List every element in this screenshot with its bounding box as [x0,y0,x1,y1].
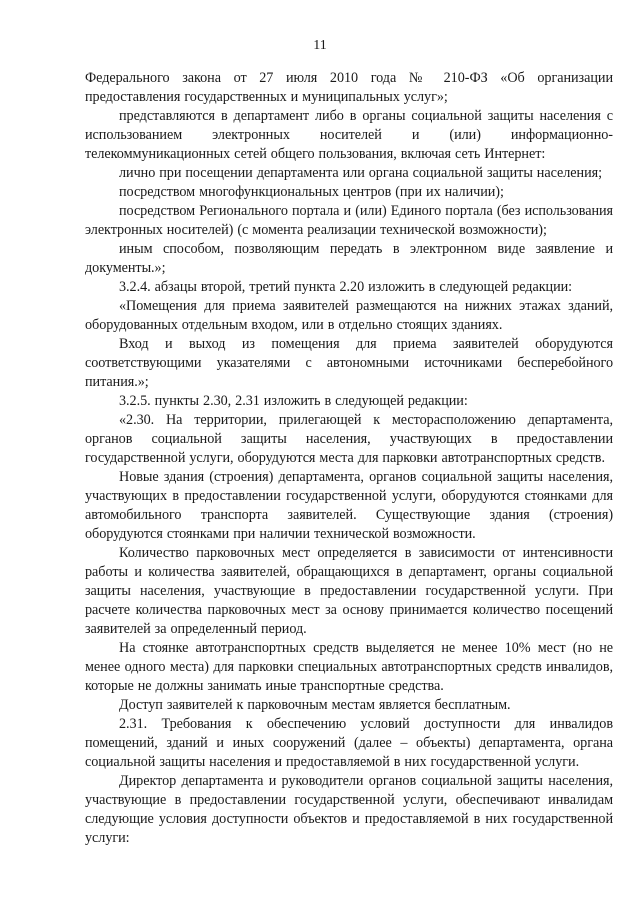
paragraph: Федерального закона от 27 июля 2010 года № 210-ФЗ «Об организации предоставления государственных и муниципальных услуг»; [85,70,613,105]
document-body [85,69,613,848]
paragraph: лично при посещении департамента или органа социальной защиты населения; [119,165,602,181]
paragraph: На стоянке автотранспортных средств выделяется не менее 10% мест (но не менее одного места) для парковки специальных автотранспортных средств инвалидов, которые не должны занимать иные транспортные средства. [85,640,613,694]
paragraph: Вход и выход из помещения для приема заявителей оборудуются соответствующими указателями с автономными источниками бесперебойного питания.»; [85,336,613,390]
paragraph: «2.30. На территории, прилегающей к месторасположению департамента, органов социальной защиты населения, участвующих в предоставлении государственной услуги, оборудуются места для парковки автотранспортных средств. [85,412,613,466]
paragraph: 2.31. Требования к обеспечению условий доступности для инвалидов помещений, зданий и иных сооружений (далее – объекты) департамента, органа социальной защиты населения и предоставляемой в них государственной услуги. [85,716,613,770]
paragraph: Новые здания (строения) департамента, органов социальной защиты населения, участвующих в предоставлении государственной услуги, оборудуются стоянками для автомобильного транспорта заявителей. Существующие здания (строения) оборудуются стоянками при наличии технической возможности. [85,469,613,542]
paragraph: посредством многофункциональных центров (при их наличии); [119,184,504,200]
paragraph: Директор департамента и руководители органов социальной защиты населения, участвующие в предоставлении государственной услуги, обеспечивают инвалидам следующие условия доступности объектов и предоставляемой в них государственной услуги: [85,773,613,846]
page-number: 11 [313,38,327,53]
paragraph: иным способом, позволяющим передать в электронном виде заявление и документы.»; [85,241,613,276]
paragraph: представляются в департамент либо в органы социальной защиты населения с использованием электронных носителей и (или) информационно-телекоммуникационных сетей общего пользования, включая сеть Интернет: [85,108,613,162]
paragraph: посредством Регионального портала и (или) Единого портала (без использования электронных носителей) (с момента реализации технической возможности); [85,203,613,238]
paragraph: 3.2.5. пункты 2.30, 2.31 изложить в следующей редакции: [119,393,468,409]
paragraph: Количество парковочных мест определяется в зависимости от интенсивности работы и количества заявителей, обращающихся в департамент, органы социальной защиты населения, участвующие в предоставлении государственной услуги. При расчете количества парковочных мест за основу принимается количество посещений заявителей за определенный период. [85,545,613,637]
paragraph: «Помещения для приема заявителей размещаются на нижних этажах зданий, оборудованных отдельным входом, или в отдельно стоящих зданиях. [85,298,613,333]
paragraph: Доступ заявителей к парковочным местам является бесплатным. [119,697,511,713]
paragraph: 3.2.4. абзацы второй, третий пункта 2.20 изложить в следующей редакции: [119,279,573,295]
